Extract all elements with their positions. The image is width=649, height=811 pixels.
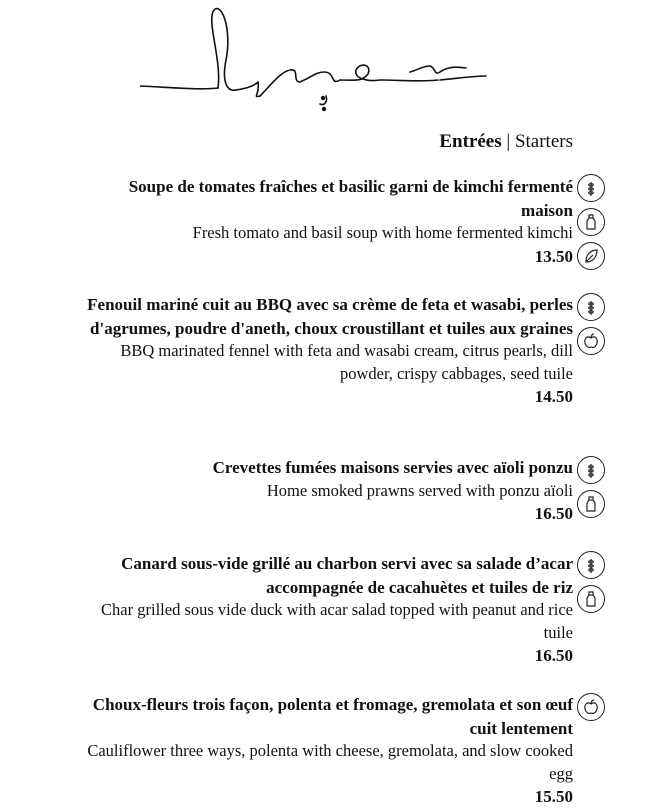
item-name-en: Home smoked prawns served with ponzu aïoli xyxy=(266,480,573,500)
item-name-en: BBQ marinated fennel with feta and wasabi cream, citrus pearls, dill powder, crispy cabbages, seed tuile xyxy=(120,341,573,383)
leaf-vegetarian-icon xyxy=(577,242,605,270)
milk-dairy-icon xyxy=(577,490,605,518)
wheat-gluten-icon xyxy=(577,293,605,321)
menu-item xyxy=(73,293,573,408)
section-title-en: Starters xyxy=(514,131,573,152)
wheat-gluten-icon xyxy=(577,456,605,484)
item-price: 13.50 xyxy=(534,246,573,266)
section-heading xyxy=(439,131,573,153)
section-title-fr: Entrées xyxy=(439,131,502,152)
menu-item xyxy=(73,175,573,268)
allergen-icons xyxy=(577,293,609,361)
item-name-fr: Fenouil mariné cuit au BBQ avec sa crème de feta et wasabi, perles d'agrumes, poudre d'aneth, choux croustillant et tuiles aux graines xyxy=(87,295,573,338)
item-name-en: Fresh tomato and basil soup with home fermented kimchi xyxy=(192,223,573,242)
allergen-icons xyxy=(577,456,609,524)
allergen-icons xyxy=(577,174,609,276)
item-name-fr: Crevettes fumées maisons servies avec aïoli ponzu xyxy=(212,458,573,477)
milk-dairy-icon xyxy=(577,585,605,613)
item-price: 16.50 xyxy=(534,646,573,665)
menu-item xyxy=(73,693,573,808)
item-price: 15.50 xyxy=(534,787,573,806)
item-name-en: Cauliflower three ways, polenta with cheese, gremolata, and slow cooked egg xyxy=(87,741,573,783)
apple-fruit-icon xyxy=(577,327,605,355)
restaurant-logo xyxy=(140,0,490,115)
apple-fruit-icon xyxy=(577,693,605,721)
wheat-gluten-icon xyxy=(577,551,605,579)
item-price: 16.50 xyxy=(534,504,573,523)
milk-dairy-icon xyxy=(577,208,605,236)
menu-item xyxy=(73,456,573,525)
section-separator: | xyxy=(506,131,511,152)
allergen-icons xyxy=(577,693,609,727)
item-name-fr: Canard sous-vide grillé au charbon servi avec sa salade d’acar accompagnée de cacahuètes et tuiles de riz xyxy=(121,554,573,597)
item-price: 14.50 xyxy=(534,387,573,406)
item-name-fr: Soupe de tomates fraîches et basilic garni de kimchi fermenté maison xyxy=(128,177,573,220)
calligraphy-signature-logo xyxy=(140,0,490,115)
menu-item xyxy=(73,552,573,667)
item-name-en: Char grilled sous vide duck with acar salad topped with peanut and rice tuile xyxy=(101,600,573,642)
item-name-fr: Choux-fleurs trois façon, polenta et fromage, gremolata et son œuf cuit lentement xyxy=(92,695,573,738)
allergen-icons xyxy=(577,551,609,619)
wheat-gluten-icon xyxy=(577,174,605,202)
